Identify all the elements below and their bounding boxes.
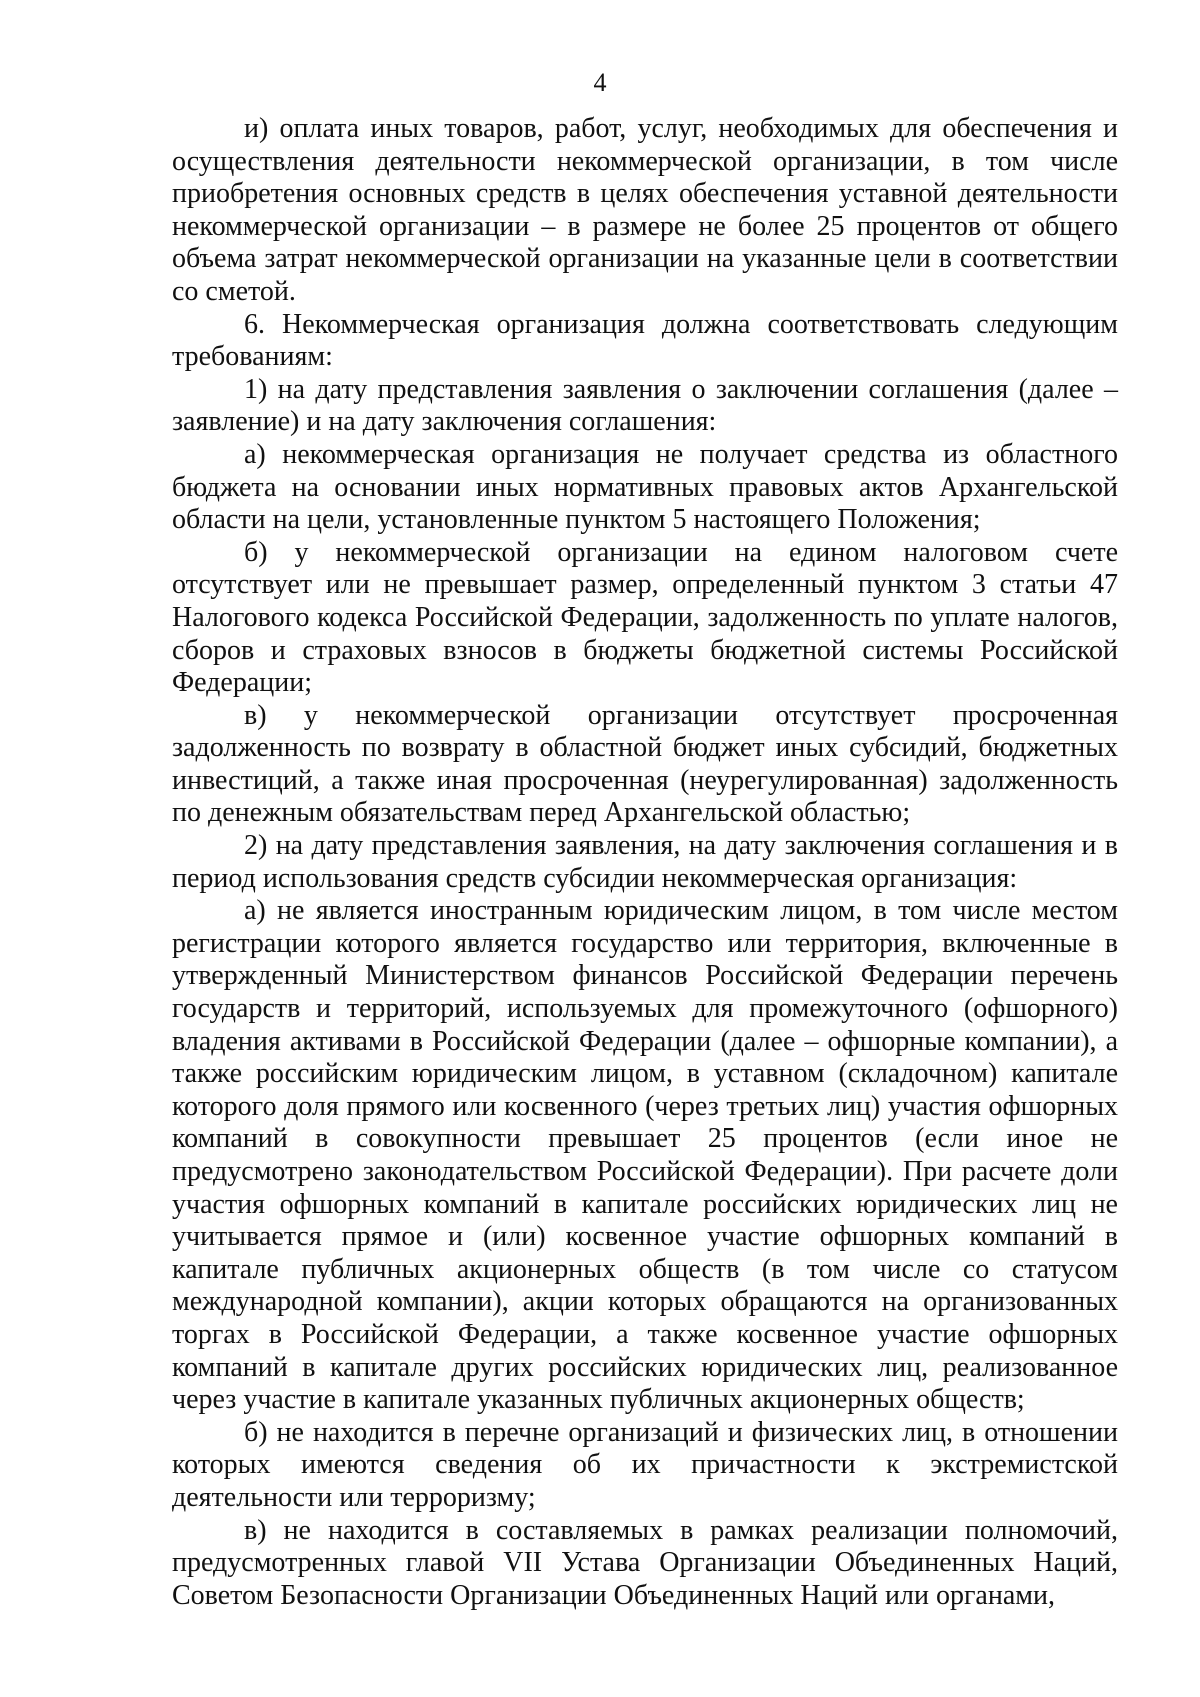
paragraph-item-6-2: 2) на дату представления заявления, на дату заключения соглашения и в период использования средств субсидии некоммерческая организация:: [172, 830, 1118, 894]
paragraph-item-6-2-b: б) не находится в перечне организаций и физических лиц, в отношении которых имеются сведения об их причастности к экстремистской деятельности или терроризму;: [172, 1416, 1118, 1513]
paragraph-section-6: 6. Некоммерческая организация должна соответствовать следующим требованиям:: [172, 308, 1118, 373]
paragraph-item-6-1-a: а) некоммерческая организация не получает средства из областного бюджета на основании иных нормативных правовых актов Архангельской области на цели, установленные пунктом 5 настоящего Положения;: [172, 438, 1118, 536]
paragraph-item-6-2-a: а) не является иностранным юридическим лицом, в том числе местом регистрации которого является государство или территория, включенные в утвержденный Министерством финансов Российской Федерации перечень государств и территорий, используемых для промежуточного (офшорного) владения активами в Российской Федерации (далее – офшорные компании), а также российским юридическим лицом, в уставном (складочном) капитале которого доля прямого или косвенного (через третьих лиц) участия офшорных компаний в совокупности превышает 25 процентов (если иное не предусмотрено законодательством Российской Федерации). При расчете доли участия офшорных компаний в капитале российских юридических лиц не учитывается прямое и (или) косвенное участие офшорных компаний в капитале публичных акционерных обществ (в том числе со статусом международной компании), акции которых обращаются на организованных торгах в Российской Федерации, а также косвенное участие офшорных компаний в капитале других российских юридических лиц, реализованное через участие в капитале указанных публичных акционерных обществ;: [172, 895, 1118, 1416]
paragraph-item-6-1-v: в) у некоммерческой организации отсутствует просроченная задолженность по возврату в областной бюджет иных субсидий, бюджетных инвестиций, а также иная просроченная (неурегулированная) задолженность по денежным обязательствам перед Архангельской областью;: [172, 699, 1118, 829]
paragraph-item-6-1: 1) на дату представления заявления о заключении соглашения (далее – заявление) и на дату заключения соглашения:: [172, 373, 1118, 438]
page-number: 4: [593, 68, 607, 97]
paragraph-item-6-2-v: в) не находится в составляемых в рамках реализации полномочий, предусмотренных главой VII Устава Организации Объединенных Наций, Советом Безопасности Организации Объединенных Наций или органами,: [172, 1514, 1118, 1611]
paragraph-item-6-1-b: б) у некоммерческой организации на едином налоговом счете отсутствует или не превышает размер, определенный пунктом 3 статьи 47 Налогового кодекса Российской Федерации, задолженность по уплате налогов, сборов и страховых взносов в бюджеты бюджетной системы Российской Федерации;: [172, 536, 1118, 699]
paragraph-item-i: и) оплата иных товаров, работ, услуг, необходимых для обеспечения и осуществления деятельности некоммерческой организации, в том числе приобретения основных средств в целях обеспечения уставной деятельности некоммерческой организации – в размере не более 25 процентов от общего объема затрат некоммерческой организации на указанные цели в соответствии со сметой.: [172, 113, 1118, 307]
document-body: [172, 113, 1118, 1612]
